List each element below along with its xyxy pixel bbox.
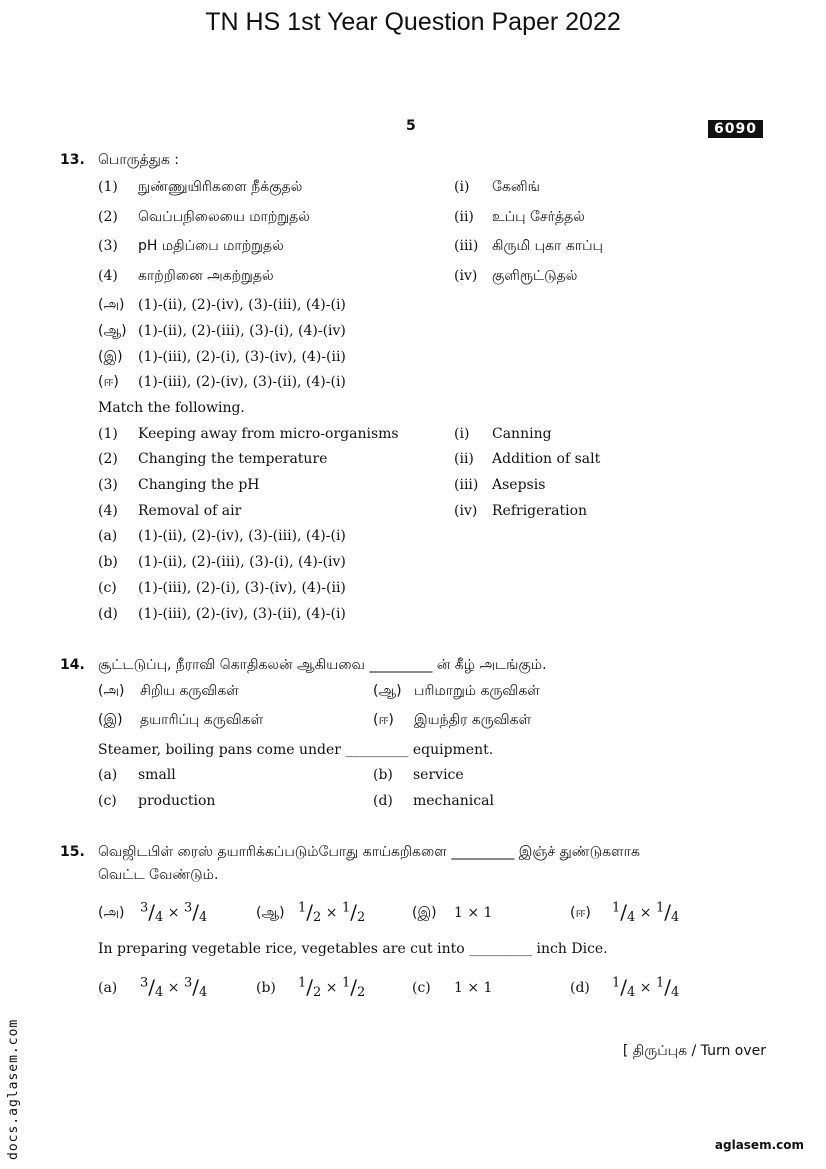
footer-watermark: aglasem.com (714, 1138, 804, 1152)
option-label: (அ) (98, 683, 125, 699)
option-label: (c) (98, 580, 117, 596)
option-label: (இ) (412, 905, 437, 921)
pair-number: (2) (98, 451, 118, 467)
question-stem-english: In preparing vegetable rice, vegetables are cut into _________ inch Dice. (98, 941, 608, 957)
pair-left-text: Changing the temperature (138, 451, 328, 467)
option-text: 1 × 1 (454, 980, 493, 996)
pair-right-text: குளிரூட்டுதல் (492, 268, 578, 284)
pair-right-text: உப்பு சேர்த்தல் (492, 209, 585, 225)
option-label: (d) (98, 606, 118, 622)
option-label: (b) (98, 554, 118, 570)
option-label: (a) (98, 980, 118, 996)
option-label: (b) (256, 980, 276, 996)
pair-right-text: Addition of salt (492, 451, 601, 467)
option-label: (ஈ) (98, 374, 119, 390)
option-text: (1)-(ii), (2)-(iii), (3)-(i), (4)-(iv) (138, 323, 346, 339)
question-stem-tamil: சூட்டடுப்பு, நீராவி கொதிகலன் ஆகியவை _________ ன் கீழ் அடங்கும். (98, 657, 547, 673)
pair-roman: (iii) (454, 477, 479, 493)
option-label: (ஈ) (570, 905, 591, 921)
side-watermark: docs.aglasem.com (6, 1018, 21, 1160)
option-label: (இ) (98, 349, 123, 365)
option-label: (ஈ) (373, 712, 394, 728)
pair-right-text: கிருமி புகா காப்பு (492, 238, 603, 254)
fraction-option: $^1/_2 \times ^1/_2$ (298, 900, 366, 925)
pair-left-text: Changing the pH (138, 477, 260, 493)
pair-roman: (iii) (454, 238, 479, 254)
page-header-title: TN HS 1st Year Question Paper 2022 (205, 8, 621, 36)
option-label: (d) (373, 793, 393, 809)
option-text: (1)-(iii), (2)-(iv), (3)-(ii), (4)-(i) (138, 606, 346, 622)
option-label: (c) (98, 793, 117, 809)
question-number: 14. (60, 657, 85, 673)
fraction-option: $^3/_4 \times ^3/_4$ (140, 975, 208, 1000)
question-stem-tamil: வெஜிடபிள் ரைஸ் தயாரிக்கப்படும்போது காய்கறிகளை _________ இஞ்ச் துண்டுகளாக (98, 844, 640, 860)
option-text: (1)-(ii), (2)-(iv), (3)-(iii), (4)-(i) (138, 528, 346, 544)
page-number: 5 (406, 118, 416, 134)
question-title-tamil: பொருத்துக : (98, 152, 179, 168)
option-text: small (138, 767, 176, 783)
pair-right-text: கேனிங் (492, 179, 540, 195)
option-label: (a) (98, 767, 118, 783)
option-label: (இ) (98, 712, 123, 728)
pair-roman: (i) (454, 179, 470, 195)
option-text: production (138, 793, 216, 809)
fraction-option: $^3/_4 \times ^3/_4$ (140, 900, 208, 925)
pair-roman: (iv) (454, 268, 478, 284)
option-text: (1)-(iii), (2)-(i), (3)-(iv), (4)-(ii) (138, 580, 346, 596)
question-number: 13. (60, 152, 85, 168)
question-title-english: Match the following. (98, 400, 245, 416)
paper-code-badge: 6090 (708, 120, 763, 138)
pair-right-text: Canning (492, 426, 552, 442)
option-text: (1)-(iii), (2)-(iv), (3)-(ii), (4)-(i) (138, 374, 346, 390)
fraction-option: $^1/_2 \times ^1/_2$ (298, 975, 366, 1000)
question-stem-english: Steamer, boiling pans come under _________ equipment. (98, 742, 494, 758)
option-text: சிறிய கருவிகள் (140, 683, 239, 699)
question-number: 15. (60, 844, 85, 860)
pair-left-text: காற்றினை அகற்றுதல் (138, 268, 274, 284)
pair-roman: (ii) (454, 451, 474, 467)
option-label: (ஆ) (373, 683, 402, 699)
option-text: (1)-(iii), (2)-(i), (3)-(iv), (4)-(ii) (138, 349, 346, 365)
pair-number: (2) (98, 209, 118, 225)
pair-left-text: வெப்பநிலையை மாற்றுதல் (138, 209, 310, 225)
turn-over-note: [ திருப்புக / Turn over (622, 1043, 766, 1059)
option-label: (அ) (98, 905, 125, 921)
option-text: (1)-(ii), (2)-(iii), (3)-(i), (4)-(iv) (138, 554, 346, 570)
pair-right-text: Refrigeration (492, 503, 588, 519)
pair-roman: (i) (454, 426, 470, 442)
pair-left-text: Removal of air (138, 503, 242, 519)
pair-right-text: Asepsis (492, 477, 546, 493)
pair-left-text: Keeping away from micro-organisms (138, 426, 399, 442)
fraction-option: $^1/_4 \times ^1/_4$ (612, 900, 680, 925)
option-text: பரிமாறும் கருவிகள் (414, 683, 540, 699)
option-text: தயாரிப்பு கருவிகள் (140, 712, 264, 728)
option-label: (b) (373, 767, 393, 783)
option-label: (a) (98, 528, 118, 544)
pair-left-text: நுண்ணுயிரிகளை நீக்குதல் (138, 179, 303, 195)
pair-number: (1) (98, 179, 118, 195)
option-text: இயந்திர கருவிகள் (414, 712, 532, 728)
pair-number: (3) (98, 477, 118, 493)
pair-roman: (iv) (454, 503, 478, 519)
pair-roman: (ii) (454, 209, 474, 225)
option-text: (1)-(ii), (2)-(iv), (3)-(iii), (4)-(i) (138, 297, 346, 313)
question-stem-tamil-continued: வெட்ட வேண்டும். (98, 867, 219, 883)
fraction-option: $^1/_4 \times ^1/_4$ (612, 975, 680, 1000)
option-label: (c) (412, 980, 431, 996)
option-label: (ஆ) (256, 905, 285, 921)
option-label: (அ) (98, 297, 125, 313)
pair-number: (3) (98, 238, 118, 254)
pair-number: (1) (98, 426, 118, 442)
pair-left-text: pH மதிப்பை மாற்றுதல் (138, 238, 284, 254)
option-text: service (413, 767, 464, 783)
pair-number: (4) (98, 503, 118, 519)
option-text: mechanical (413, 793, 494, 809)
pair-number: (4) (98, 268, 118, 284)
option-text: 1 × 1 (454, 905, 493, 921)
option-label: (ஆ) (98, 323, 127, 339)
option-label: (d) (570, 980, 590, 996)
